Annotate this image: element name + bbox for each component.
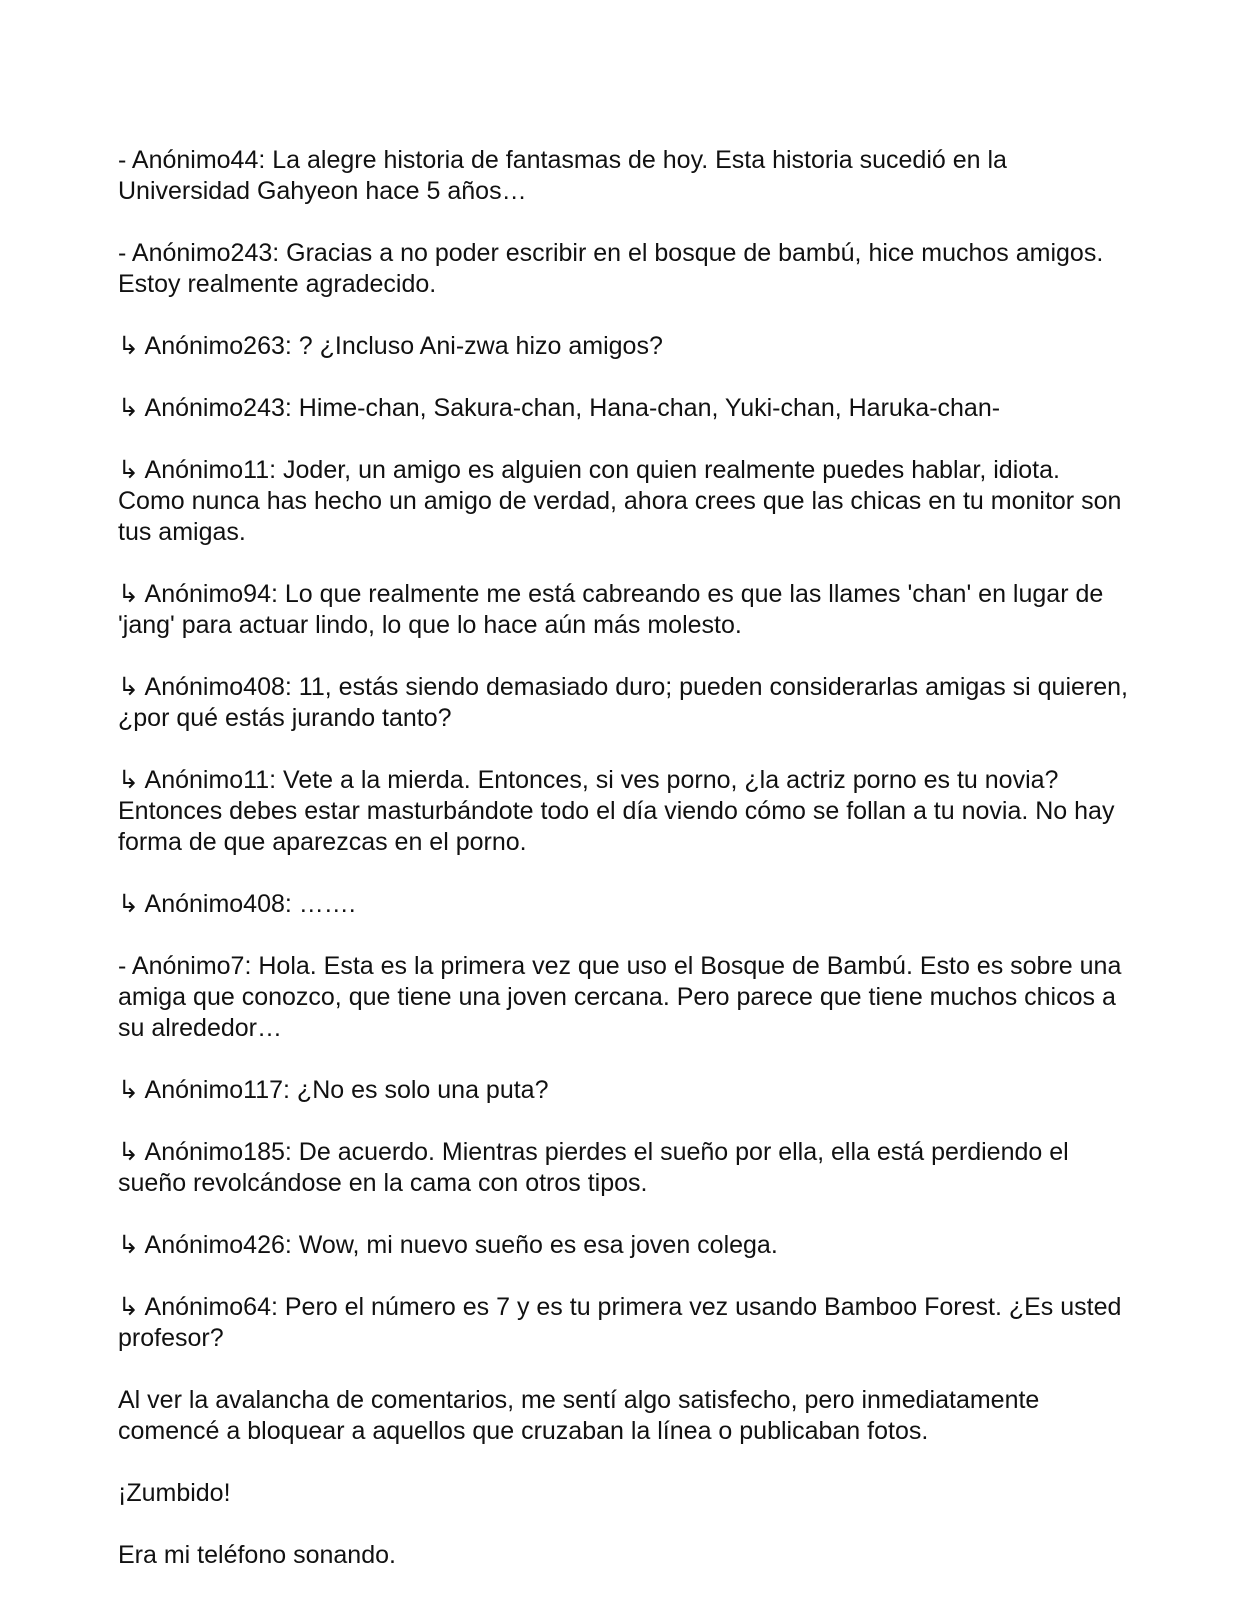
paragraph-reply-anonimo11-second: ↳ Anónimo11: Vete a la mierda. Entonces, si ves porno, ¿la actriz porno es tu novia? Entonces debes estar masturbándote todo el día viendo cómo se follan a tu novia. No hay forma de que aparezcas en el porno. [118, 766, 1115, 856]
paragraph-post-anonimo7: - Anónimo7: Hola. Esta es la primera vez que uso el Bosque de Bambú. Esto es sobre una amiga que conozco, que tiene una joven cercana. Pero parece que tiene muchos chicos a su alrededor… [118, 952, 1122, 1042]
paragraph-reply-anonimo94: ↳ Anónimo94: Lo que realmente me está cabreando es que las llames 'chan' en lugar de 'jang' para actuar lindo, lo que lo hace aún más molesto. [118, 580, 1104, 639]
paragraph-reply-anonimo64: ↳ Anónimo64: Pero el número es 7 y es tu primera vez usando Bamboo Forest. ¿Es usted profesor? [118, 1293, 1122, 1352]
paragraph-reply-anonimo117: ↳ Anónimo117: ¿No es solo una puta? [118, 1076, 549, 1104]
paragraph-closing: Era mi teléfono sonando. [118, 1541, 396, 1569]
paragraph-reply-anonimo426: ↳ Anónimo426: Wow, mi nuevo sueño es esa joven colega. [118, 1231, 778, 1259]
paragraph-post-anonimo44: - Anónimo44: La alegre historia de fantasmas de hoy. Esta historia sucedió en la Universidad Gahyeon hace 5 años… [118, 146, 1007, 205]
paragraph-narration: Al ver la avalancha de comentarios, me sentí algo satisfecho, pero inmediatamente comencé a bloquear a aquellos que cruzaban la línea o publicaban fotos. [118, 1386, 1040, 1445]
paragraph-reply-anonimo243: ↳ Anónimo243: Hime-chan, Sakura-chan, Hana-chan, Yuki-chan, Haruka-chan- [118, 394, 1001, 422]
paragraph-reply-anonimo185: ↳ Anónimo185: De acuerdo. Mientras pierdes el sueño por ella, ella está perdiendo el sueño revolcándose en la cama con otros tipos. [118, 1138, 1069, 1197]
paragraph-reply-anonimo11: ↳ Anónimo11: Joder, un amigo es alguien con quien realmente puedes hablar, idiota. Como nunca has hecho un amigo de verdad, ahora crees que las chicas en tu monitor son tus amigas. [118, 456, 1122, 546]
paragraph-reply-anonimo263: ↳ Anónimo263: ? ¿Incluso Ani-zwa hizo amigos? [118, 332, 663, 360]
document-page [118, 145, 1128, 1571]
paragraph-exclamation: ¡Zumbido! [118, 1479, 231, 1507]
paragraph-post-anonimo243: - Anónimo243: Gracias a no poder escribir en el bosque de bambú, hice muchos amigos. Estoy realmente agradecido. [118, 239, 1104, 298]
paragraph-reply-anonimo408: ↳ Anónimo408: 11, estás siendo demasiado duro; pueden considerarlas amigas si quieren, ¿por qué estás jurando tanto? [118, 673, 1128, 732]
paragraph-reply-anonimo408-second: ↳ Anónimo408: ……. [118, 890, 356, 918]
